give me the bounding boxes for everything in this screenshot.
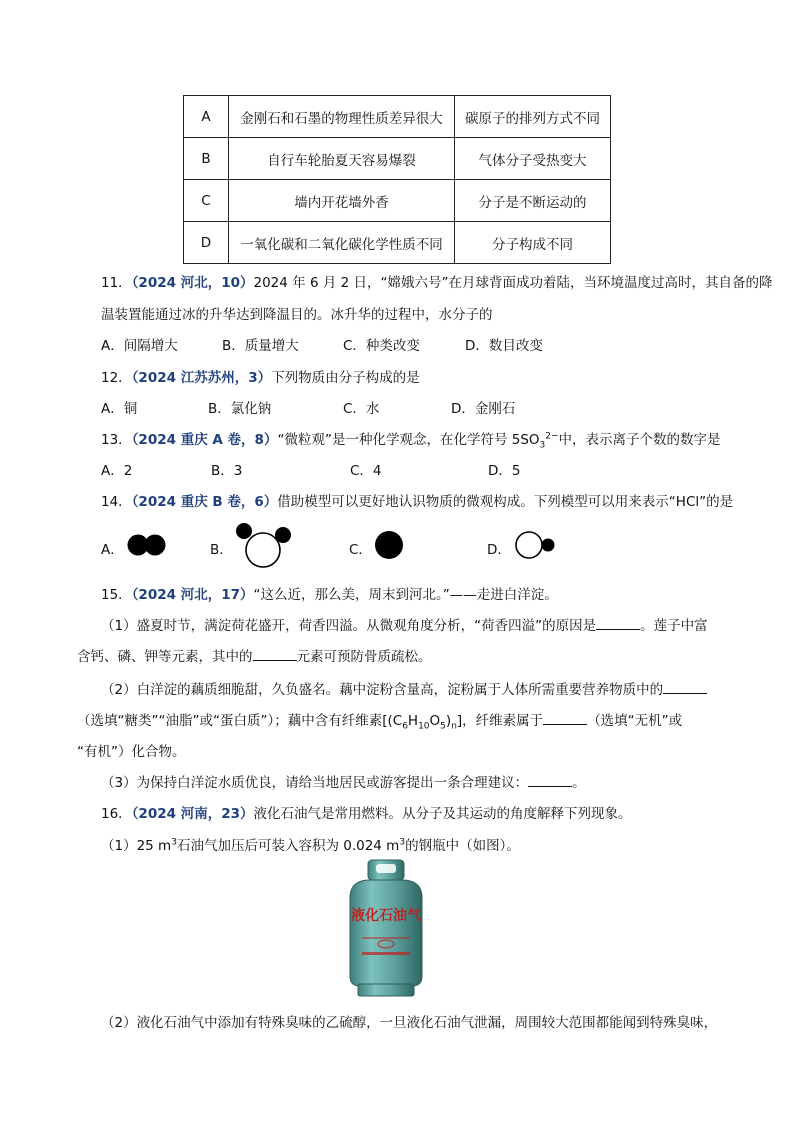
- option-c: C．水: [343, 401, 380, 417]
- subscript: 3: [539, 440, 546, 451]
- question-text: 下列物质由分子构成的是: [271, 370, 420, 386]
- question-15-part-1-line-2: [77, 645, 432, 665]
- model-d-atom-large: [516, 532, 542, 558]
- option-b: B．3: [211, 463, 243, 479]
- question-text: ]，纤维素属于: [456, 713, 544, 729]
- cylinder-small-text: [362, 952, 410, 955]
- model-b-atom-small-2: [275, 527, 291, 543]
- option-b: B．氯化钠: [208, 401, 272, 417]
- question-source: （2024 重庆 B 卷，6）: [131, 494, 278, 510]
- question-number: 15．: [101, 587, 132, 603]
- question-16-part-2: （2）液化石油气中添加有特殊臭味的乙硫醇，一旦液化石油气泄漏，周围较大范围都能闻到特殊臭味，: [101, 1015, 718, 1031]
- answer-blank: [663, 681, 707, 694]
- question-15-part-3: [101, 771, 586, 791]
- question-text: “这么近，那么美，周末到河北。”——走进白洋淀。: [253, 587, 558, 603]
- question-text: 含钙、磷、钾等元素，其中的: [77, 649, 253, 665]
- subscript: 10: [418, 721, 430, 732]
- question-text: 元素可预防骨质疏松。: [296, 649, 432, 665]
- option-b: B．质量增大: [222, 338, 299, 354]
- option-d: D．金刚石: [451, 401, 516, 417]
- question-15-part-2-line-2: [77, 709, 682, 732]
- option-c: C．: [349, 542, 372, 558]
- question-text: （2）白洋淀的藕质细脆甜，久负盛名。藕中淀粉含量高，淀粉属于人体所需重要营养物质中的: [101, 682, 664, 698]
- option-b: B．: [210, 542, 233, 558]
- molecule-models: [0, 515, 794, 575]
- question-text: 借助模型可以更好地认识物质的微观构成。下列模型可以用来表示“HCl”的是: [277, 494, 734, 510]
- cylinder-foot: [358, 984, 414, 996]
- answer-blank: [253, 648, 297, 661]
- question-text: （1）25 m: [101, 838, 172, 854]
- question-number: 16．: [101, 806, 132, 822]
- question-number: 13．: [101, 432, 132, 448]
- question-15-part-2-line-1: [101, 678, 707, 698]
- model-b-atom-large: [246, 533, 280, 567]
- question-source: （2024 河北，10）: [131, 275, 254, 291]
- question-source: （2024 江苏苏州，3）: [131, 370, 272, 386]
- question-text: 。: [572, 775, 586, 791]
- row-phenomenon: 自行车轮胎夏天容易爆裂: [229, 138, 455, 180]
- option-a: A．间隔增大: [101, 338, 178, 354]
- table-row: [184, 96, 611, 138]
- model-c-atom: [375, 531, 403, 559]
- table-row: [184, 180, 611, 222]
- question-text: H: [407, 713, 419, 729]
- option-d: D．数目改变: [465, 338, 543, 354]
- question-11-line-1: [101, 271, 772, 291]
- question-text: 中，表示离子个数的数字是: [558, 432, 721, 448]
- question-text: 。莲子中富: [640, 618, 708, 634]
- question-source: （2024 重庆 A 卷，8）: [131, 432, 278, 448]
- question-text: “微粒观”是一种化学观念，在化学符号 5SO: [277, 432, 540, 448]
- model-a-atom-2: [145, 535, 166, 556]
- question-text: 石油气加压后可装入容积为 0.024 m: [176, 838, 400, 854]
- question-text: 液化石油气是常用燃料。从分子及其运动的角度解释下列现象。: [253, 806, 632, 822]
- question-source: （2024 河南，23）: [131, 806, 254, 822]
- cylinder-label: 液化石油气: [351, 908, 421, 924]
- question-text: 的钢瓶中（如图）。: [405, 838, 520, 854]
- row-phenomenon: 一氧化碳和二氧化碳化学性质不同: [229, 222, 455, 264]
- cylinder-handle-hole: [376, 864, 396, 873]
- gas-cylinder-image: [340, 858, 432, 1000]
- question-text: （3）为保持白洋淀水质优良，请给当地居民或游客提出一条合理建议：: [101, 775, 529, 791]
- superscript: 3: [399, 837, 406, 848]
- cylinder-body: [350, 880, 422, 986]
- question-text: O: [429, 713, 441, 729]
- answer-blank: [543, 712, 587, 725]
- superscript: 2−: [545, 431, 559, 442]
- option-d: D．5: [488, 463, 521, 479]
- row-explanation: 分子构成不同: [455, 222, 611, 264]
- answer-blank: [596, 617, 640, 630]
- question-15-part-1-line-1: [101, 614, 708, 634]
- question-text: （选填“无机”或: [587, 713, 683, 729]
- option-c: C．4: [350, 463, 382, 479]
- row-label: B: [184, 138, 229, 180]
- question-11-line-2: 温装置能通过冰的升华达到降温目的。冰升华的过程中，水分子的: [101, 307, 493, 323]
- row-explanation: 气体分子受热变大: [455, 138, 611, 180]
- question-text: （1）盛夏时节，满淀荷花盛开，荷香四溢。从微观角度分析，“荷香四溢”的原因是: [101, 618, 597, 634]
- row-explanation: 分子是不断运动的: [455, 180, 611, 222]
- model-b-atom-small-1: [236, 523, 252, 539]
- subscript: n: [451, 721, 457, 732]
- row-label: C: [184, 180, 229, 222]
- question-15-part-2-line-3: “有机”）化合物。: [77, 744, 186, 760]
- model-d-atom-small: [542, 539, 555, 552]
- table-row: [184, 138, 611, 180]
- option-c: C．种类改变: [343, 338, 420, 354]
- question-16-line-1: [101, 802, 632, 822]
- question-number: 11．: [101, 275, 132, 291]
- answer-blank: [528, 774, 572, 787]
- option-a: A．铜: [101, 401, 138, 417]
- option-d: D．: [487, 542, 511, 558]
- question-text: （选填“糖类”“油脂”或“蛋白质”）；藕中含有纤维素[(C: [77, 713, 403, 729]
- row-label: D: [184, 222, 229, 264]
- subscript: 5: [440, 721, 446, 732]
- row-phenomenon: 墙内开花墙外香: [229, 180, 455, 222]
- option-a: A．: [101, 542, 124, 558]
- subscript: 6: [402, 721, 408, 732]
- table-row: [184, 222, 611, 264]
- superscript: 3: [171, 837, 177, 848]
- question-text: ): [445, 713, 452, 729]
- options-table: [183, 95, 611, 264]
- question-number: 14．: [101, 494, 132, 510]
- question-number: 12．: [101, 370, 132, 386]
- row-phenomenon: 金刚石和石墨的物理性质差异很大: [229, 96, 455, 138]
- question-15-line-1: [101, 583, 558, 603]
- question-text: 2024 年 6 月 2 日，“嫦娥六号”在月球背面成功着陆，当环境温度过高时，其自备的降: [253, 275, 773, 291]
- question-14-line-1: [101, 490, 733, 510]
- option-a: A．2: [101, 463, 133, 479]
- row-explanation: 碳原子的排列方式不同: [455, 96, 611, 138]
- question-16-part-1: [101, 834, 520, 854]
- question-12-line-1: [101, 366, 420, 386]
- question-source: （2024 河北，17）: [131, 587, 254, 603]
- row-label: A: [184, 96, 229, 138]
- question-13-line-1: [101, 428, 721, 451]
